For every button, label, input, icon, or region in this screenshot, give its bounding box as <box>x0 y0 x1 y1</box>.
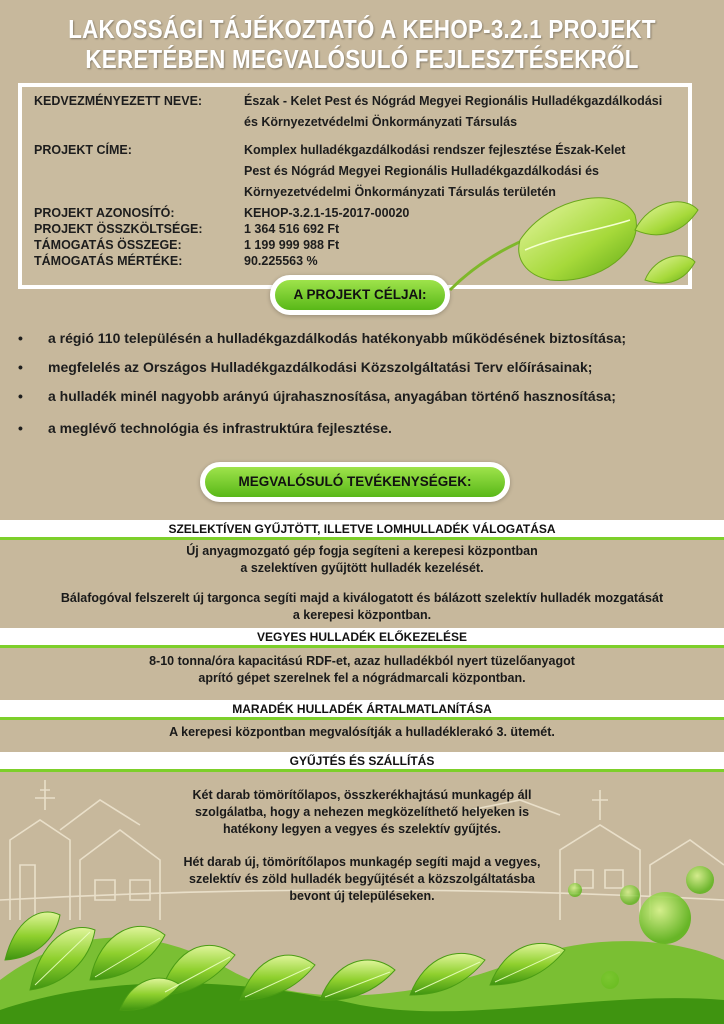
section-line: A kerepesi központban megvalósítják a hulladéklerakó 3. ütemét. <box>169 725 555 739</box>
section-line: 8-10 tonna/óra kapacitású RDF-et, azaz hulladékból nyert tüzelőanyagot <box>149 654 575 668</box>
goal-text: a régió 110 településén a hulladékgazdálkodás hatékonyabb működésének biztosítása; <box>48 330 627 346</box>
support-amount-value: 1 199 999 988 Ft <box>244 238 340 252</box>
project-id-label: PROJEKT AZONOSÍTÓ: <box>34 206 175 220</box>
section-line: aprító gépet szerelnek fel a nógrádmarcali központban. <box>198 671 526 685</box>
project-title-line-1: Komplex hulladékgazdálkodási rendszer fejlesztése Észak-Kelet <box>244 143 626 157</box>
section-title-residual-waste: MARADÉK HULLADÉK ÁRTALMATLANÍTÁSA <box>0 700 724 720</box>
bullet-icon: • <box>18 330 23 346</box>
total-cost-label: PROJEKT ÖSSZKÖLTSÉGE: <box>34 222 203 236</box>
goal-text: a meglévő technológia és infrastruktúra fejlesztése. <box>48 420 392 436</box>
beneficiary-line-2: és Környezetvédelmi Önkormányzati Társulás <box>244 115 518 129</box>
section-line: Hét darab új, tömörítőlapos munkagép segíti majd a vegyes, <box>183 855 541 869</box>
section-line-blank <box>0 838 724 854</box>
title-line-2: KERETÉBEN MEGVALÓSULÓ FEJLESZTÉSEKRŐL <box>85 44 639 74</box>
section-title-mixed-waste: VEGYES HULLADÉK ELŐKEZELÉSE <box>0 628 724 648</box>
section-line: bevont új településeken. <box>289 889 435 903</box>
section-line: hatékony legyen a vegyes és szelektív gyűjtés. <box>223 822 501 836</box>
section-body-sorting <box>0 543 724 624</box>
section-title-collection: GYŰJTÉS ÉS SZÁLLÍTÁS <box>0 752 724 772</box>
activities-heading: MEGVALÓSULÓ TEVÉKENYSÉGEK: <box>200 462 510 502</box>
leaves-illustration <box>430 190 710 300</box>
section-line: szelektív és zöld hulladék begyűjtését a közszolgáltatásba <box>189 872 535 886</box>
section-line: Bálafogóval felszerelt új targonca segíti majd a kiválogatott és bálázott szelektív hulladék mozgatását <box>60 591 664 605</box>
goal-text: megfelelés az Országos Hulladékgazdálkodási Közszolgáltatási Terv előírásainak; <box>48 359 593 375</box>
goal-text: a hulladék minél nagyobb arányú újrahasznosítása, anyagában történő hasznosítása; <box>48 388 616 404</box>
section-line: Két darab tömörítőlapos, összkerékhajtású munkagép áll <box>192 788 532 802</box>
section-body-residual-waste <box>0 724 724 741</box>
page-title <box>51 14 674 74</box>
section-line: a szelektíven gyűjtött hulladék kezelését. <box>240 561 484 575</box>
total-cost-value: 1 364 516 692 Ft <box>244 222 340 236</box>
project-title-label: PROJEKT CÍME: <box>34 143 132 157</box>
bottom-leaves-illustration <box>0 860 724 1024</box>
section-body-mixed-waste <box>0 653 724 687</box>
support-rate-label: TÁMOGATÁS MÉRTÉKE: <box>34 254 183 268</box>
support-rate-value: 90.225563 % <box>244 254 318 268</box>
bullet-icon: • <box>18 359 23 375</box>
beneficiary-label: KEDVEZMÉNYEZETT NEVE: <box>34 94 203 108</box>
beneficiary-line-1: Észak - Kelet Pest és Nógrád Megyei Regionális Hulladékgazdálkodási <box>244 94 663 108</box>
project-id-value: KEHOP-3.2.1-15-2017-00020 <box>244 206 410 220</box>
section-line: szolgálatba, hogy a nehezen megközelíthető helyeken is <box>194 805 530 819</box>
project-title-line-2: Pest és Nógrád Megyei Regionális Hulladékgazdálkodási és <box>244 164 599 178</box>
section-line: a kerepesi központban. <box>292 608 432 622</box>
section-line: Új anyagmozgató gép fogja segíteni a kerepesi központban <box>186 544 538 558</box>
bullet-icon: • <box>18 420 23 436</box>
section-title-sorting: SZELEKTÍVEN GYŰJTÖTT, ILLETVE LOMHULLADÉK VÁLOGATÁSA <box>0 520 724 540</box>
goals-heading: A PROJEKT CÉLJAI: <box>270 275 450 315</box>
section-line-blank <box>0 577 724 590</box>
project-title-line-3: Környezetvédelmi Önkormányzati Társulás területén <box>244 185 556 199</box>
bullet-icon: • <box>18 388 23 404</box>
support-amount-label: TÁMOGATÁS ÖSSZEGE: <box>34 238 182 252</box>
title-line-1: LAKOSSÁGI TÁJÉKOZTATÓ A KEHOP-3.2.1 PROJEKT <box>68 14 656 44</box>
